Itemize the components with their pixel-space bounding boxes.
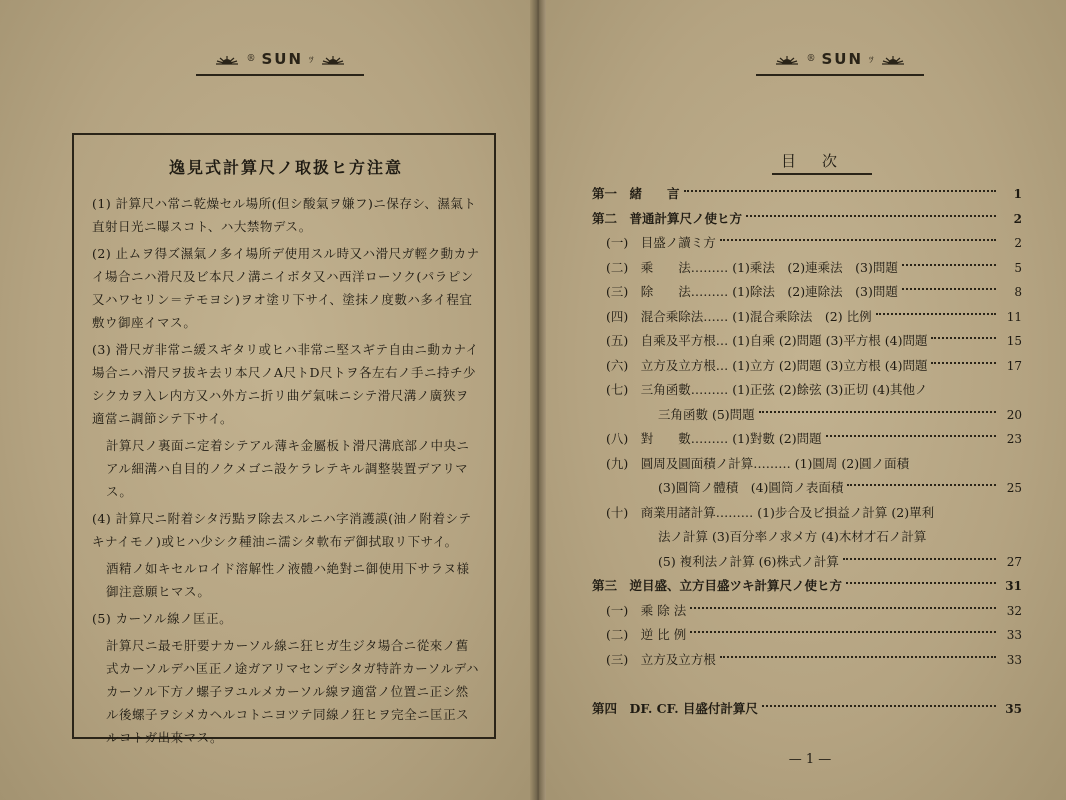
toc-entry-label: (四) 混合乘除法…… (1)混合乘除法 (2) 比例	[606, 308, 872, 324]
toc-entry-page: 17	[1006, 358, 1022, 373]
toc-entry-page: 33	[1006, 652, 1022, 667]
toc-entry-label: (一) 目盛ノ讀ミ方	[606, 235, 716, 250]
toc-leader-dots	[902, 264, 996, 266]
toc-entry-page: 11	[1006, 309, 1022, 324]
toc-entry	[592, 403, 1022, 428]
toc-leader-dots	[931, 362, 996, 364]
toc-entry-page: 31	[1005, 579, 1022, 593]
toc-entry-label: (三) 除 法……… (1)除法 (2)連除法 (3)問題	[606, 284, 898, 299]
brand-kana-mark: ﾂ	[309, 55, 314, 66]
toc-leader-dots	[931, 337, 996, 339]
toc-entry	[592, 550, 1022, 575]
toc-entry-label: (八) 對 數……… (1)對數 (2)問題	[606, 431, 822, 446]
toc-entry	[592, 476, 1022, 501]
toc-entry-label: 第四 DF. CF. 目盛付計算尺	[592, 700, 758, 716]
toc-leader-dots	[902, 288, 996, 290]
notice-paragraph: (5) カーソル線ノ匡正。	[92, 611, 233, 626]
toc-entry	[592, 280, 1022, 305]
sun-header-right	[750, 48, 930, 82]
book-gutter	[530, 0, 546, 800]
notice-paragraph: (3) 滑尺ガ非常ニ緩スギタリ或ヒハ非常ニ堅スギテ自由ニ動カナイ場合ニハ滑尺ヲ拔キ去リ本尺ノA尺トD尺トヲ各左右ノ手ニ持チ少シクカヲ入レ内方又ハ外方ニ折リ曲ゲ氣味ニシテ滑尺溝ノ廣狹ヲ適當ニ調節シテ下サイ。	[92, 342, 479, 426]
toc-entry	[592, 599, 1022, 624]
registered-mark: ®	[806, 54, 816, 64]
page-number: — 1 —	[788, 752, 832, 767]
toc-entry-label: (九) 圓周及圓面積ノ計算……… (1)圓周 (2)圓ノ面積	[606, 455, 910, 471]
brand-name: SUN	[821, 50, 864, 68]
header-rule	[756, 74, 924, 76]
toc-entry	[592, 672, 1022, 697]
toc-entry-label: (十) 商業用諸計算……… (1)步合及ビ損益ノ計算 (2)單利	[606, 504, 935, 520]
toc-leader-dots	[746, 215, 996, 217]
toc-entry	[592, 452, 1022, 477]
toc-entry-page: 23	[1006, 432, 1022, 446]
toc-entry-label: (五) 自乘及平方根… (1)自乘 (2)問題 (3)平方根 (4)問題	[606, 333, 928, 348]
toc-leader-dots	[720, 239, 996, 241]
toc-entry-page: 35	[1005, 701, 1022, 716]
toc-entry-page: 5	[1014, 260, 1022, 275]
notice-paragraph: (2) 止ムヲ得ズ濕氣ノ多イ場所デ使用スル時又ハ滑尺ガ輕ク動カナイ場合ニハ滑尺及ビ本尺ノ溝ニイボタ又ハ西洋ローソク(パラピン又ハワセリン＝テモヨシ)ヲオ塗リ下サイ、塗抹ノ度數ハ多イ程宜敷ウ御座イマス。	[92, 246, 480, 330]
toc-entry	[592, 697, 1022, 722]
toc-title: 目次	[772, 150, 872, 175]
notice-paragraph: (1) 計算尺ハ常ニ乾燥セル場所(但シ酸氣ヲ嫌フ)ニ保存シ、濕氣ト直射日光ニ曝スコト、ハ大禁物デス。	[92, 196, 477, 234]
notice-paragraph: (4) 計算尺ニ附着シタ汚點ヲ除去スルニハ字消護謨(油ノ附着シテキナイモノ)或ヒハ少シク種油ニ濡シタ軟布デ御拭取リ下サイ。	[92, 511, 472, 549]
toc-entry	[592, 378, 1022, 403]
notice-title: 逸見式計算尺ノ取扱ヒ方注意	[168, 158, 403, 177]
toc-entry-label: (二) 逆 比 例	[606, 627, 687, 642]
toc-entry-label: (七) 三角函數……… (1)正弦 (2)餘弦 (3)正切 (4)其他ノ	[606, 382, 928, 397]
toc-leader-dots	[843, 558, 996, 560]
toc-leader-dots	[759, 411, 996, 413]
toc-entry-page: 1	[1013, 187, 1022, 201]
header-rule	[196, 74, 364, 76]
notice-paragraph: 計算尺ノ裏面ニ定着シテアル薄キ金屬板ト滑尺溝底部ノ中央ニアル細溝ハ自目的ノクメゴニ設ケラレテキル調整裝置デアリマス。	[106, 438, 470, 499]
toc-leader-dots	[690, 607, 996, 609]
notice-paragraph: 酒精ノ如キセルロイド溶解性ノ液體ハ絶對ニ御使用下サラヌ様御注意願ヒマス。	[106, 561, 470, 599]
toc-entry-page: 27	[1006, 554, 1022, 569]
toc-entry	[592, 207, 1022, 232]
right-page	[540, 0, 1066, 800]
table-of-contents	[592, 182, 1022, 721]
toc-entry-page: 15	[1006, 334, 1022, 348]
toc-entry-label: (3)圓筒ノ體積 (4)圓筒ノ表面積	[658, 480, 844, 495]
toc-entry	[592, 182, 1022, 207]
toc-entry-page: 25	[1006, 481, 1022, 495]
toc-entry	[592, 354, 1022, 379]
toc-entry-label: 法ノ計算 (3)百分率ノ求メ方 (4)木材才石ノ計算	[658, 529, 927, 544]
sun-rays-icon	[774, 53, 800, 65]
registered-mark: ®	[246, 54, 256, 64]
toc-entry-label: (一) 乘 除 法	[606, 602, 687, 618]
brand-name: SUN	[261, 50, 304, 68]
toc-entry	[592, 648, 1022, 673]
toc-entry-page: 20	[1006, 407, 1022, 422]
toc-entry-label: 第三 逆目盛、立方目盛ツキ計算尺ノ使ヒ方	[592, 578, 843, 593]
toc-entry-label: 第一 緒 言	[592, 186, 680, 201]
toc-entry-label: 三角函數 (5)問題	[658, 406, 755, 422]
toc-entry	[592, 501, 1022, 526]
toc-entry	[592, 231, 1022, 256]
toc-entry-page: 8	[1014, 285, 1022, 299]
sun-rays-icon	[214, 53, 240, 65]
toc-leader-dots	[720, 656, 996, 658]
notice-paragraph: 計算尺ニ最モ肝要ナカーソル線ニ狂ヒガ生ジタ場合ニ從來ノ舊式カーソルデハ匡正ノ途ガアリマセンデシタガ特許カーソルデハカーソル下方ノ螺子ヲユルメカーソル線ヲ適當ノ位置ニ正シ然ル後螺子ヲシメカヘルコトニヨツテ同線ノ狂ヒヲ完全ニ匡正スルコトガ出來マス。	[106, 638, 480, 745]
toc-entry	[592, 329, 1022, 354]
toc-entry-page: 32	[1006, 603, 1022, 618]
toc-entry-label: 第二 普通計算尺ノ使ヒ方	[592, 210, 743, 226]
toc-entry-page: 2	[1014, 236, 1022, 250]
toc-leader-dots	[846, 582, 996, 584]
toc-entry	[592, 525, 1022, 550]
toc-entry-label: (二) 乘 法……… (1)乘法 (2)連乘法 (3)問題	[606, 259, 898, 275]
toc-entry-label: (5) 複利法ノ計算 (6)株式ノ計算	[658, 553, 839, 569]
toc-leader-dots	[847, 484, 996, 486]
sun-header-left	[190, 48, 370, 82]
toc-entry-page: 33	[1006, 628, 1022, 642]
toc-entry-label: (三) 立方及立方根	[606, 651, 716, 667]
toc-entry-page: 2	[1013, 211, 1022, 226]
toc-entry-label: (六) 立方及立方根… (1)立方 (2)問題 (3)立方根 (4)問題	[606, 357, 928, 373]
toc-leader-dots	[690, 631, 996, 633]
toc-leader-dots	[684, 190, 996, 192]
toc-entry	[592, 623, 1022, 648]
sun-rays-icon	[320, 53, 346, 65]
usage-notice-box	[72, 133, 496, 745]
toc-entry	[592, 256, 1022, 281]
toc-entry	[592, 574, 1022, 599]
toc-entry	[592, 305, 1022, 330]
toc-leader-dots	[876, 313, 996, 315]
toc-entry	[592, 427, 1022, 452]
toc-leader-dots	[762, 705, 996, 707]
sun-rays-icon	[880, 53, 906, 65]
toc-leader-dots	[826, 435, 996, 437]
brand-kana-mark: ﾂ	[869, 55, 874, 66]
